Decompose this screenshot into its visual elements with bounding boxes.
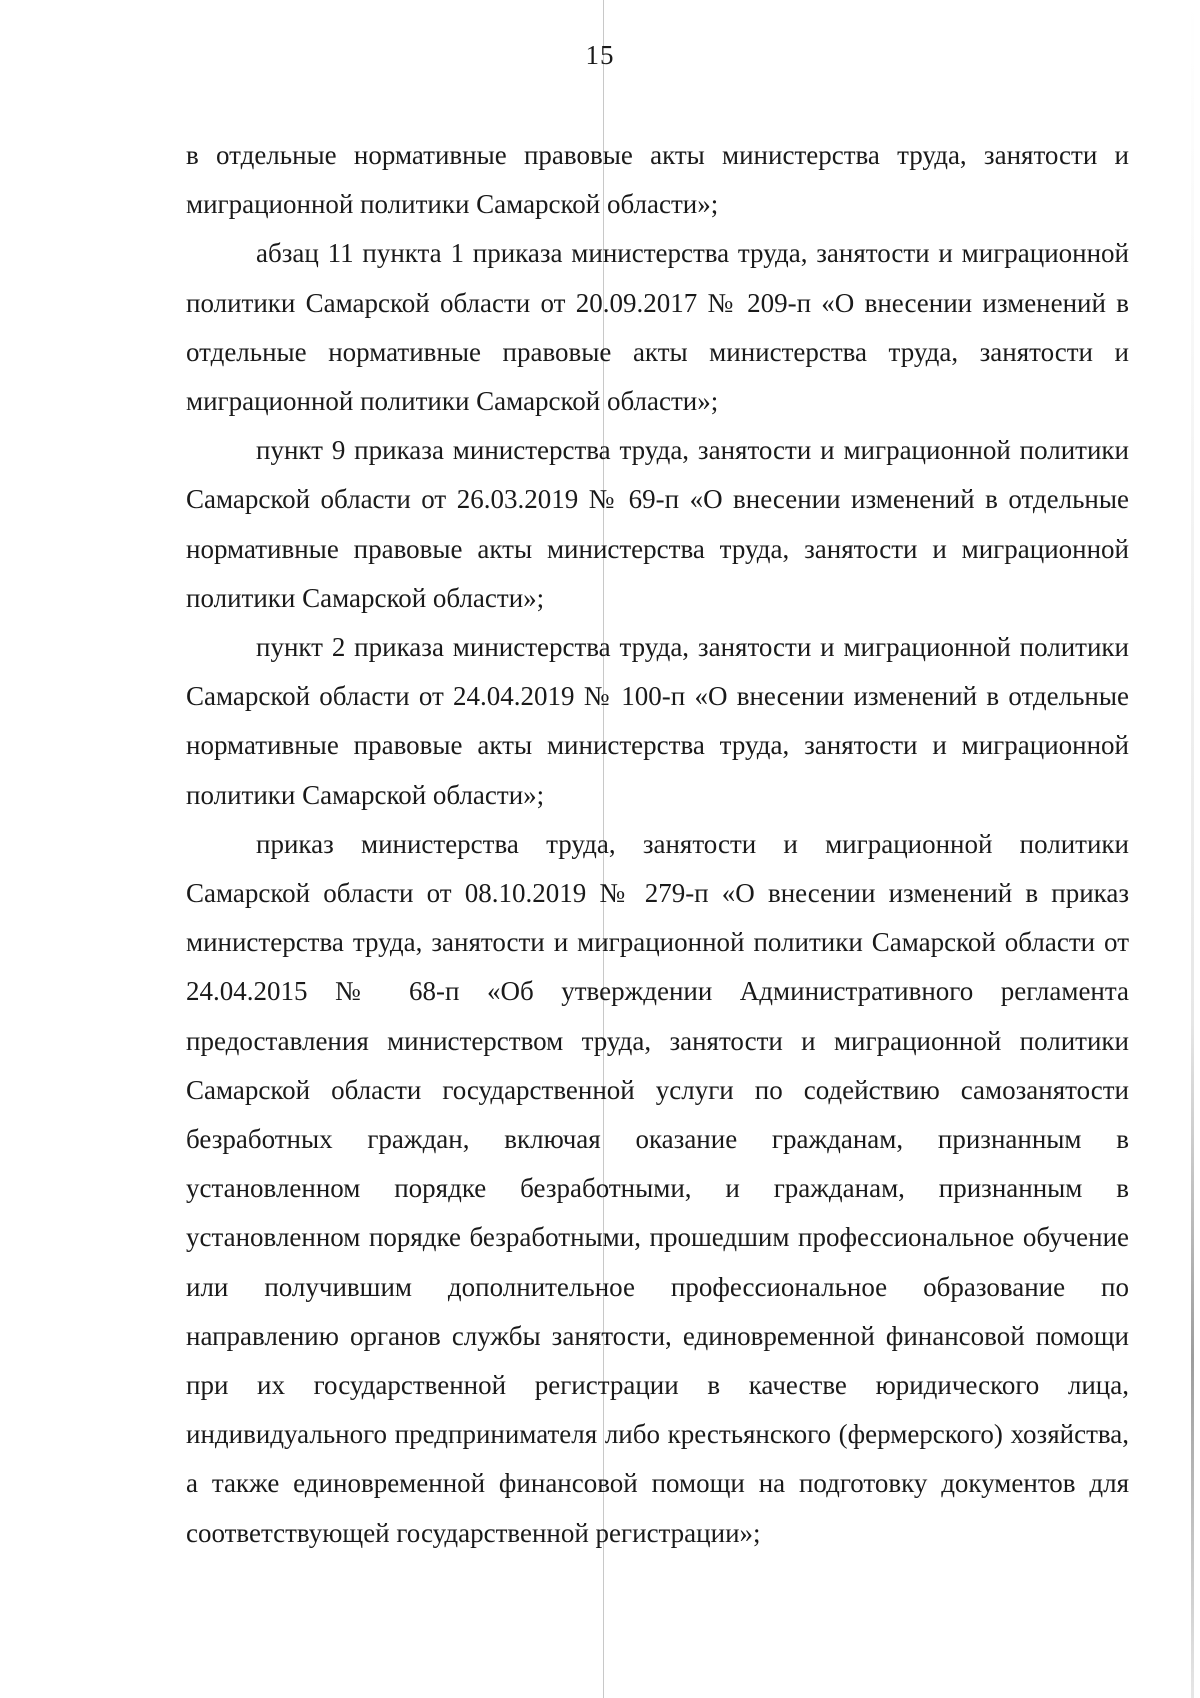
paragraph-2: абзац 11 пункта 1 приказа министерства труда, занятости и миграционной политики Самарской области от 20.09.2017 № 209-п «О внесении изменений в отдельные нормативные правовые акты министерства труда, занятости и миграционной политики Самарской области»; [186,238,1129,417]
paragraph-1: в отдельные нормативные правовые акты министерства труда, занятости и миграционной политики Самарской области»; [186,140,1129,220]
document-body [186,131,1129,1558]
scan-edge-shadow [1191,0,1194,1698]
page-number: 15 [585,40,615,70]
paragraph-3: пункт 9 приказа министерства труда, занятости и миграционной политики Самарской области от 26.03.2019 № 69-п «О внесении изменений в отдельные нормативные правовые акты министерства труда, занятости и миграционной политики Самарской области»; [186,435,1129,613]
paragraph-5: приказ министерства труда, занятости и миграционной политики Самарской области от 08.10.2019 № 279-п «О внесении изменений в приказ министерства труда, занятости и миграционной политики Самарской области от 24.04.2015 № 68-п «Об утверждении Административного регламента предоставления министерством труда, занятости и миграционной политики Самарской области государственной услуги по содействию самозанятости безработных граждан, включая оказание гражданам, признанным в установленном порядке безработными, и гражданам, признанным в установленном порядке безработными, прошедшим профессиональное обучение или получившим дополнительное профессиональное образование по направлению органов службы занятости, единовременной финансовой помощи при их государственной регистрации в качестве юридического лица, индивидуального предпринимателя либо крестьянского (фермерского) хозяйства, а также единовременной финансовой помощи на подготовку документов для соответствующей государственной регистрации»; [186,828,1129,1548]
paragraph-4: пункт 2 приказа министерства труда, занятости и миграционной политики Самарской области от 24.04.2019 № 100-п «О внесении изменений в отдельные нормативные правовые акты министерства труда, занятости и миграционной политики Самарской области»; [186,632,1129,810]
